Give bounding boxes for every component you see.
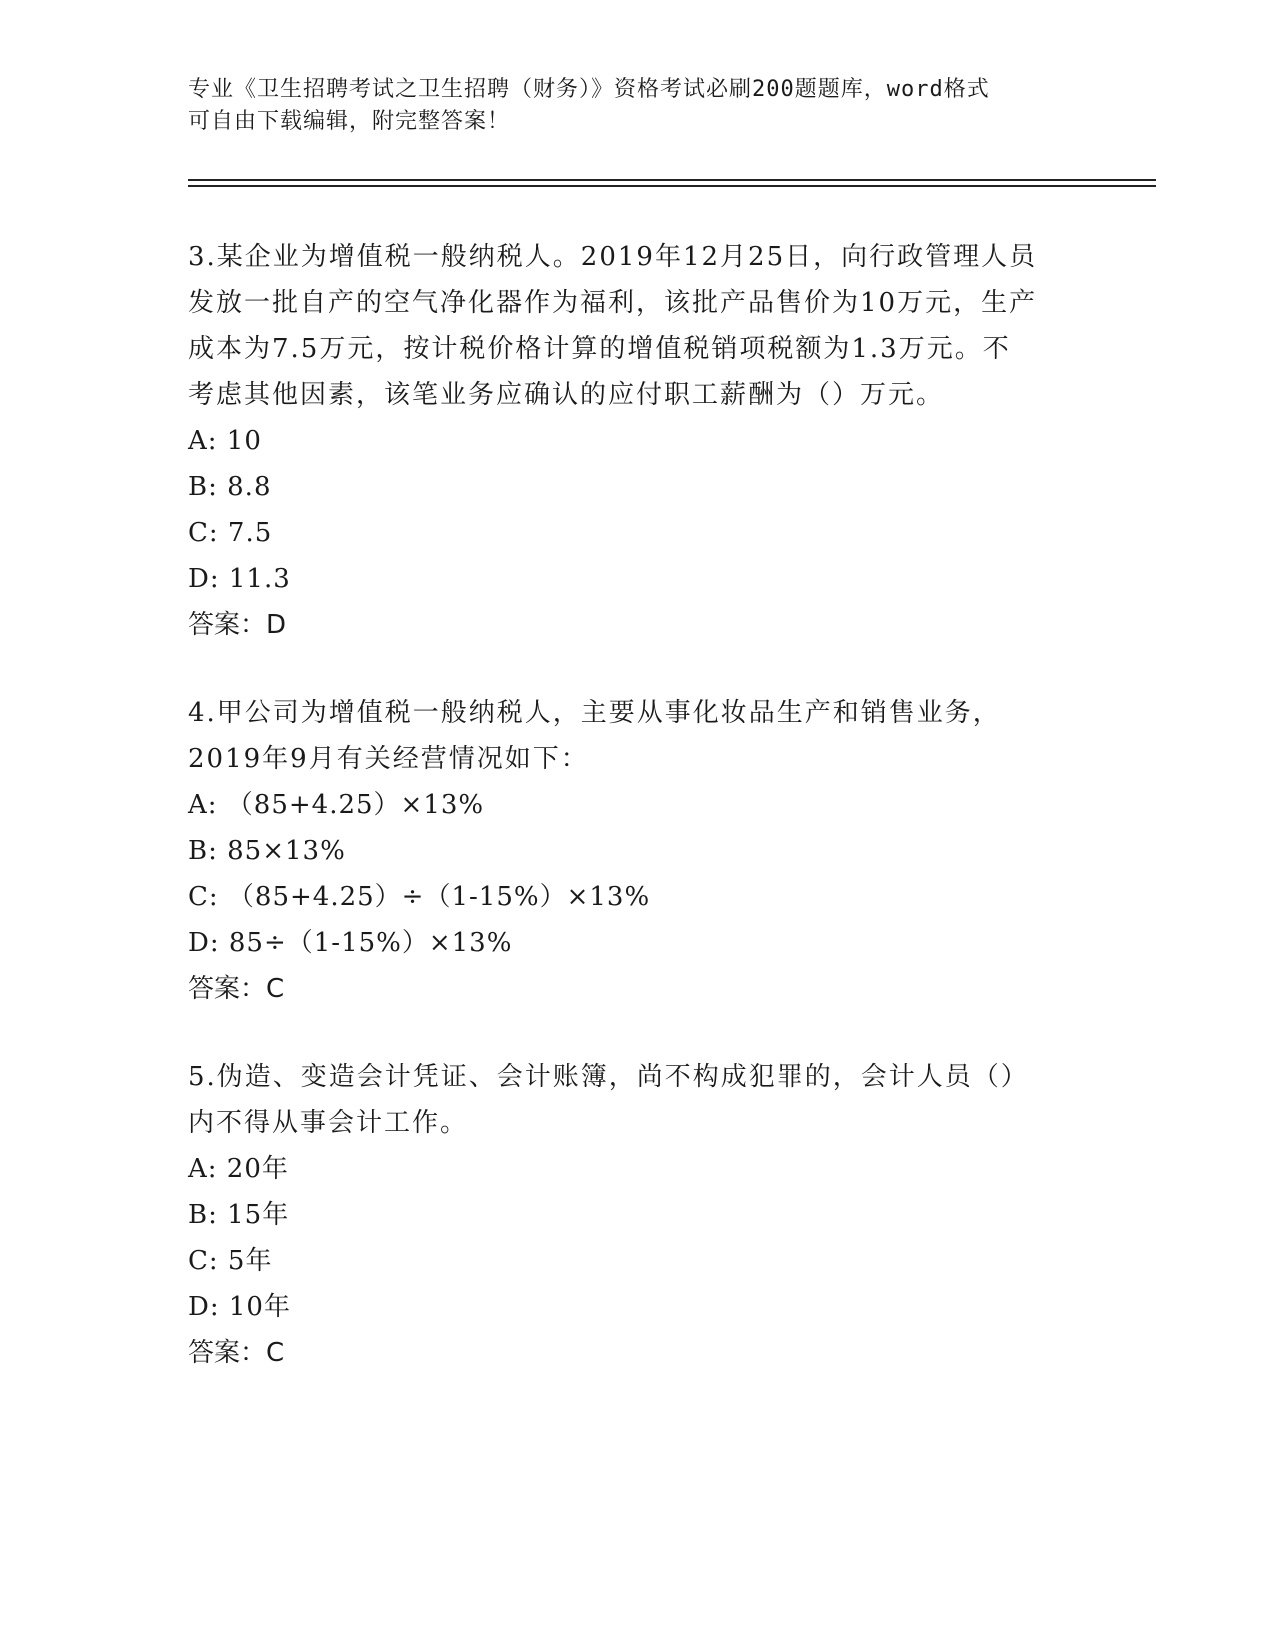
option-b: B: 85×13% <box>188 836 346 866</box>
answer: 答案：C <box>188 974 285 1004</box>
header-line-1: 专业《卫生招聘考试之卫生招聘（财务）》资格考试必刷200题题库，word格式 <box>188 77 990 102</box>
option-b: B: 8.8 <box>188 472 272 502</box>
header-rule-bottom <box>188 185 1156 187</box>
header-rule-top <box>188 179 1156 181</box>
question-4 <box>188 690 1088 1012</box>
option-d: D: 10年 <box>188 1292 291 1322</box>
stem-line: 2019年9月有关经营情况如下： <box>188 744 589 774</box>
question-5 <box>188 1054 1088 1376</box>
document-header <box>188 74 1068 138</box>
option-a: A: 10 <box>188 426 262 456</box>
question-stem <box>188 690 1088 782</box>
answer: 答案：C <box>188 1338 285 1368</box>
stem-line: 3.某企业为增值税一般纳税人。2019年12月25日，向行政管理人员 <box>188 242 1038 272</box>
option-c: C: 7.5 <box>188 518 273 548</box>
stem-line: 内不得从事会计工作。 <box>188 1108 469 1138</box>
stem-line: 5.伪造、变造会计凭证、会计账簿，尚不构成犯罪的，会计人员（） <box>188 1062 1029 1092</box>
stem-line: 4.甲公司为增值税一般纳税人，主要从事化妆品生产和销售业务， <box>188 698 1001 728</box>
stem-line: 考虑其他因素，该笔业务应确认的应付职工薪酬为（）万元。 <box>188 380 945 410</box>
option-c: C: 5年 <box>188 1246 273 1276</box>
header-line-2: 可自由下载编辑，附完整答案！ <box>188 109 511 134</box>
option-a: A: （85+4.25）×13% <box>188 790 485 820</box>
stem-line: 发放一批自产的空气净化器作为福利，该批产品售价为10万元，生产 <box>188 288 1038 318</box>
question-3 <box>188 234 1088 648</box>
stem-line: 成本为7.5万元，按计税价格计算的增值税销项税额为1.3万元。不 <box>188 334 1011 364</box>
question-stem <box>188 1054 1088 1146</box>
option-c: C: （85+4.25）÷（1-15%）×13% <box>188 882 651 912</box>
question-stem <box>188 234 1088 418</box>
option-d: D: 85÷（1-15%）×13% <box>188 928 513 958</box>
option-d: D: 11.3 <box>188 564 291 594</box>
answer: 答案：D <box>188 610 287 640</box>
option-a: A: 20年 <box>188 1154 289 1184</box>
option-b: B: 15年 <box>188 1200 290 1230</box>
